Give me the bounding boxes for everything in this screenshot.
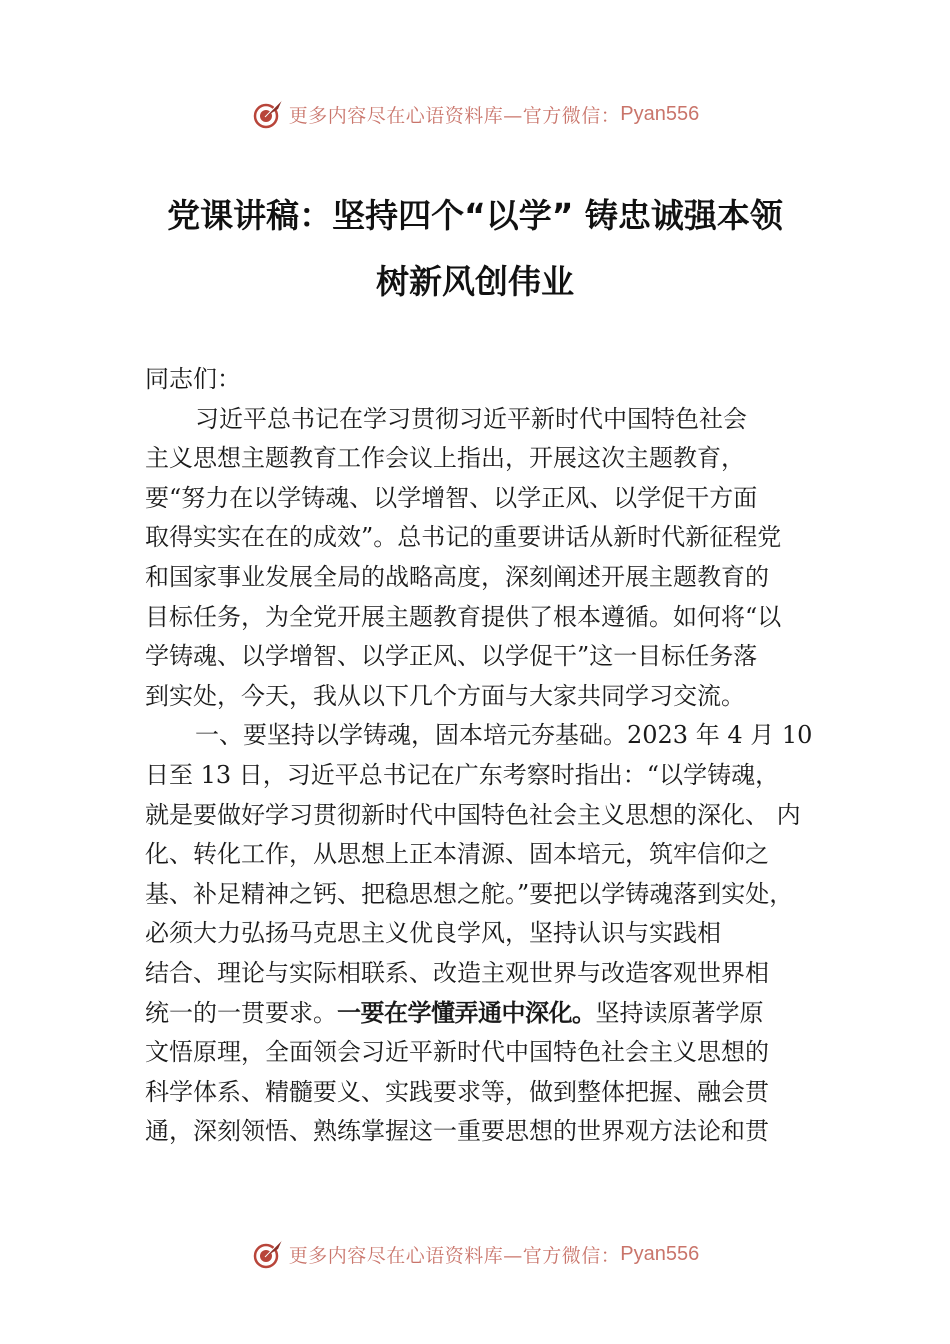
paragraph-line: 化、转化工作，从思想上正本清源、固本培元，筑牢信仰之 [145,840,769,869]
line-text: 坚持读原著学原 [595,998,764,1027]
salutation: 同志们： [145,365,241,393]
paragraph-line: 日至 13 日，习近平总书记在广东考察时指出：“以学铸魂， [145,760,780,789]
paragraph-line: 主义思想主题教育工作会议上指出，开展这次主题教育， [145,444,745,473]
paragraph-line: 目标任务，为全党开展主题教育提供了根本遵循。如何将“以 [145,602,782,631]
quill-logo-icon [251,97,285,131]
watermark-id: Pyan556 [620,1242,700,1265]
paragraph-line: 习近平总书记在学习贯彻习近平新时代中国特色社会 [195,404,747,433]
paragraph-line [145,994,845,1034]
paragraph-line: 通，深刻领悟、熟练掌握这一重要思想的世界观方法论和贯 [145,1117,769,1146]
document-title: 党课讲稿：坚持四个“以学” 铸忠诚强本领 [167,196,783,235]
bold-heading: 一要在学懂弄通中深化。 [337,998,596,1027]
paragraph-line: 就是要做好学习贯彻新时代中国特色社会主义思想的深化、 内 [145,800,801,829]
paragraph-line: 科学体系、精髓要义、实践要求等，做到整体把握、融会贯 [145,1077,769,1106]
quill-logo-icon [251,1237,285,1271]
document-body [145,360,845,1152]
watermark-text: 更多内容尽在心语资料库—官方微信： [288,104,621,127]
paragraph-line: 要“努力在以学铸魂、以学增智、以学正风、以学促干方面 [145,483,758,512]
watermark-id: Pyan556 [620,102,700,125]
document-title-line2: 树新风创伟业 [376,262,574,301]
paragraph-line: 基、补足精神之钙、把稳思想之舵。”要把以学铸魂落到实处， [145,879,794,908]
paragraph-line: 和国家事业发展全局的战略高度，深刻阐述开展主题教育的 [145,562,769,591]
line-text: 统一的一贯要求。 [145,998,337,1027]
paragraph-line: 文悟原理，全面领会习近平新时代中国特色社会主义思想的 [145,1038,769,1067]
header-watermark [0,92,950,136]
paragraph-line: 一、要坚持以学铸魂，固本培元夯基础。2023 年 4 月 10 [195,721,813,750]
watermark-text: 更多内容尽在心语资料库—官方微信： [288,1244,621,1267]
footer-watermark [0,1232,950,1276]
paragraph-line: 学铸魂、以学增智、以学正风、以学促干”这一目标任务落 [145,642,758,671]
paragraph-line: 取得实实在在的成效”。总书记的重要讲话从新时代新征程党 [145,523,782,552]
paragraph-line: 到实处，今天，我从以下几个方面与大家共同学习交流。 [145,681,745,710]
paragraph-line: 结合、理论与实际相联系、改造主观世界与改造客观世界相 [145,958,769,987]
paragraph-line: 必须大力弘扬马克思主义优良学风，坚持认识与实践相 [145,919,721,948]
